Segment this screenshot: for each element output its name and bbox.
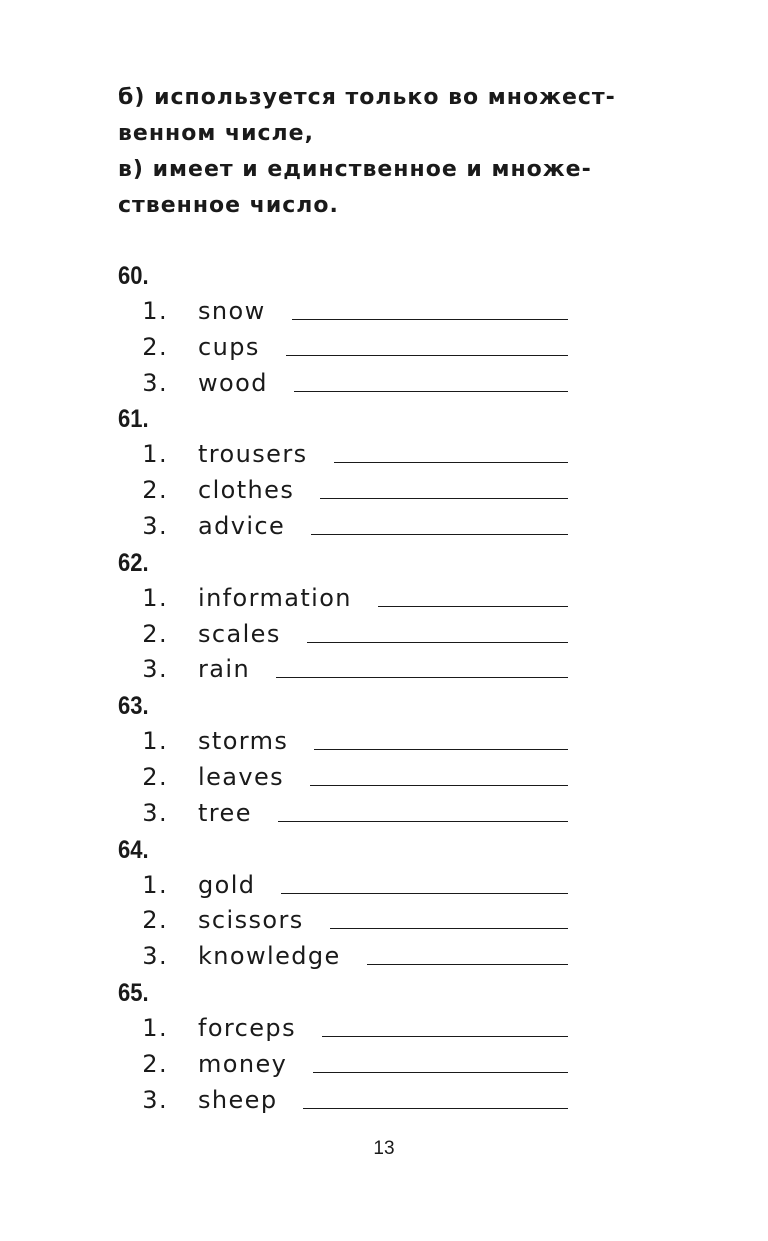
answer-blank-line[interactable]: [322, 1014, 568, 1037]
exercise-item: [118, 796, 578, 832]
exercise-block: [118, 688, 578, 831]
item-number: 2.: [142, 619, 168, 648]
page-number: 13: [373, 1138, 395, 1159]
exercise-item: [118, 652, 578, 688]
exercise-item: [118, 868, 578, 904]
exercise-item: [118, 1047, 578, 1083]
answer-blank-line[interactable]: [330, 906, 568, 929]
answer-blank-line[interactable]: [367, 942, 568, 965]
option-v-line-1: в) имеет и единственное и множе-: [118, 157, 592, 182]
item-word: information: [198, 583, 352, 612]
item-word: snow: [198, 297, 266, 325]
item-word: advice: [198, 511, 286, 540]
item-word: knowledge: [198, 942, 341, 971]
answer-blank-line[interactable]: [292, 297, 568, 320]
exercise-block: [118, 975, 578, 1118]
item-word: tree: [198, 798, 252, 827]
exercise-list: [118, 258, 578, 1118]
item-number: 3.: [142, 1085, 168, 1114]
option-v-line-2: ственное число.: [118, 193, 339, 218]
item-word: scales: [198, 619, 281, 648]
answer-blank-line[interactable]: [378, 584, 568, 607]
item-number: 1.: [142, 870, 168, 899]
answer-blank-line[interactable]: [281, 871, 568, 894]
exercise-item: [118, 724, 578, 760]
item-number: 3.: [142, 942, 168, 971]
item-number: 1.: [142, 297, 168, 325]
item-word: storms: [198, 727, 289, 756]
item-word: money: [198, 1049, 288, 1078]
item-number: 3.: [142, 511, 168, 540]
exercise-item: [118, 509, 578, 545]
answer-blank-line[interactable]: [313, 1050, 568, 1073]
item-word: sheep: [198, 1085, 278, 1114]
exercise-block: [118, 258, 578, 401]
exercise-number: 62.: [118, 548, 149, 577]
exercise-block: [118, 832, 578, 975]
exercise-item: [118, 330, 578, 366]
exercise-item: [118, 1083, 578, 1119]
item-word: scissors: [198, 906, 304, 935]
exercise-block: [118, 545, 578, 688]
exercise-item: [118, 437, 578, 473]
item-number: 3.: [142, 368, 168, 397]
exercise-number: 63.: [118, 692, 149, 721]
exercise-number: 65.: [118, 978, 149, 1007]
item-number: 2.: [142, 762, 168, 791]
item-word: leaves: [198, 762, 285, 791]
answer-blank-line[interactable]: [310, 763, 568, 786]
item-word: forceps: [198, 1013, 296, 1042]
item-number: 3.: [142, 798, 168, 827]
answer-blank-line[interactable]: [278, 799, 568, 822]
answer-blank-line[interactable]: [334, 440, 569, 463]
item-word: clothes: [198, 476, 295, 505]
answer-blank-line[interactable]: [276, 655, 568, 678]
option-b-line-1: б) используется только во множест-: [118, 85, 616, 110]
exercise-item: [118, 617, 578, 653]
answer-blank-line[interactable]: [314, 727, 568, 750]
intro-options: [118, 80, 668, 224]
exercise-item: [118, 903, 578, 939]
exercise-item: [118, 366, 578, 402]
item-number: 2.: [142, 476, 168, 505]
answer-blank-line[interactable]: [303, 1086, 568, 1109]
exercise-item: [118, 760, 578, 796]
item-word: rain: [198, 655, 251, 684]
item-number: 2.: [142, 906, 168, 935]
exercise-number: 61.: [118, 405, 149, 434]
item-number: 2.: [142, 332, 168, 361]
item-number: 1.: [142, 727, 168, 756]
answer-blank-line[interactable]: [320, 476, 568, 499]
exercise-item: [118, 939, 578, 975]
exercise-item: [118, 473, 578, 509]
exercise-number: 60.: [118, 262, 149, 290]
exercise-item: [118, 1011, 578, 1047]
answer-blank-line[interactable]: [294, 369, 568, 392]
exercise-number: 64.: [118, 835, 149, 864]
answer-blank-line[interactable]: [286, 333, 568, 356]
item-number: 3.: [142, 655, 168, 684]
item-word: gold: [198, 870, 256, 899]
exercise-item: [118, 294, 578, 330]
item-word: cups: [198, 332, 260, 361]
exercise-item: [118, 581, 578, 617]
item-number: 2.: [142, 1049, 168, 1078]
item-word: trousers: [198, 440, 308, 469]
item-number: 1.: [142, 1013, 168, 1042]
option-b-line-2: венном числе,: [118, 121, 314, 146]
answer-blank-line[interactable]: [307, 620, 568, 643]
exercise-block: [118, 401, 578, 544]
item-number: 1.: [142, 583, 168, 612]
answer-blank-line[interactable]: [311, 512, 568, 535]
item-number: 1.: [142, 440, 168, 469]
item-word: wood: [198, 368, 268, 397]
